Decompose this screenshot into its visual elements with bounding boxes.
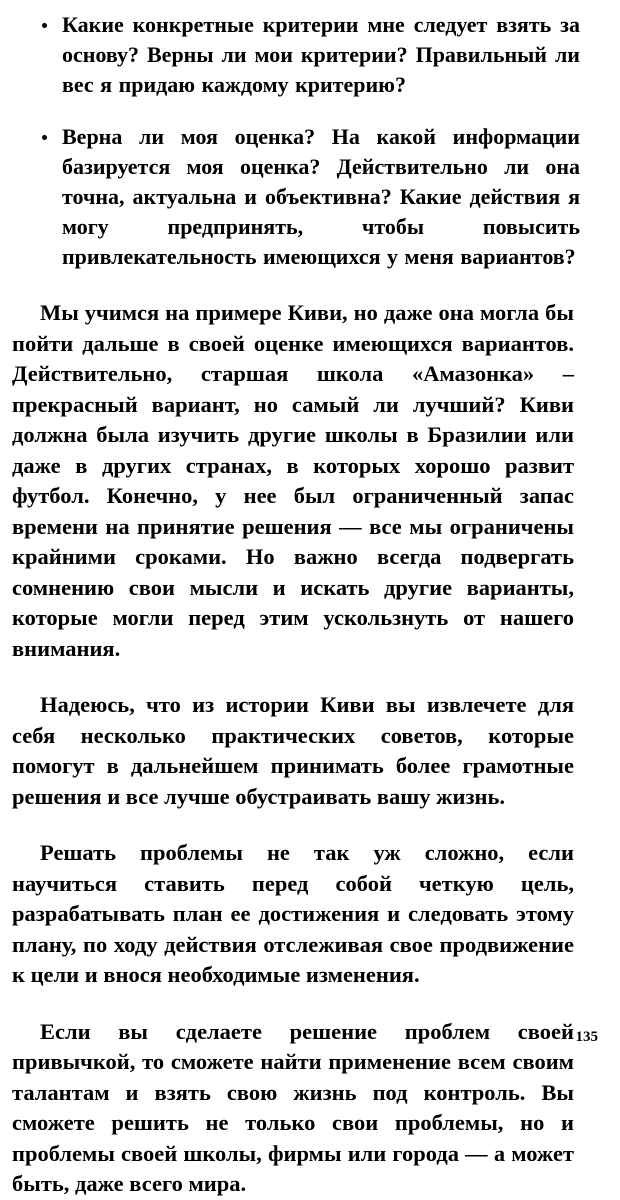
list-item	[20, 122, 580, 272]
list-item	[20, 10, 580, 100]
page-number: 135	[575, 1029, 598, 1045]
bullet-dot-icon	[42, 23, 47, 28]
paragraph: Надеюсь, что из истории Киви вы извлечете для себя несколько практических советов, которые помогут в дальнейшем принимать более грамотные решения и все лучше обустраивать вашу жизнь.	[12, 692, 574, 809]
bullet-text: Какие конкретные критерии мне следует взять за основу? Верны ли мои критерии? Правильный ли вес я придаю каждому критерию?	[62, 12, 580, 97]
question-bullet-list	[20, 10, 580, 272]
body-text	[12, 298, 574, 1200]
paragraph: Если вы сделаете решение проблем своей привычкой, то сможете найти применение всем своим талантам и взять свою жизнь под контроль. Вы сможете решить не только свои проблемы, но и проблемы своей школы, фирмы или города — а может быть, даже всего мира.	[12, 1018, 574, 1196]
paragraph: Мы учимся на примере Киви, но даже она могла бы пойти дальше в своей оценке имеющихся вариантов. Действительно, старшая школа «Амазонка» – прекрасный вариант, но самый ли лучший? Киви должна была изучить другие школы в Бразилии или даже в других странах, в которых хорошо развит футбол. Конечно, у нее был ограниченный запас времени на принятие решения — все мы ограничены крайними сроками. Но важно всегда подвергать сомнению свои мысли и искать другие варианты, которые могли перед этим ускользнуть от нашего внимания.	[12, 300, 574, 661]
bullet-dot-icon	[42, 135, 47, 140]
paragraph: Решать проблемы не так уж сложно, если научиться ставить перед собой четкую цель, разрабатывать план ее достижения и следовать этому плану, по ходу действия отслеживая свое продвижение к цели и внося необходимые изменения.	[12, 840, 574, 987]
bullet-text: Верна ли моя оценка? На какой информации базируется моя оценка? Действительно ли она точна, актуальна и объективна? Какие действия я могу предпринять, чтобы повысить привлекательность имеющихся у меня вариантов?	[62, 124, 580, 269]
